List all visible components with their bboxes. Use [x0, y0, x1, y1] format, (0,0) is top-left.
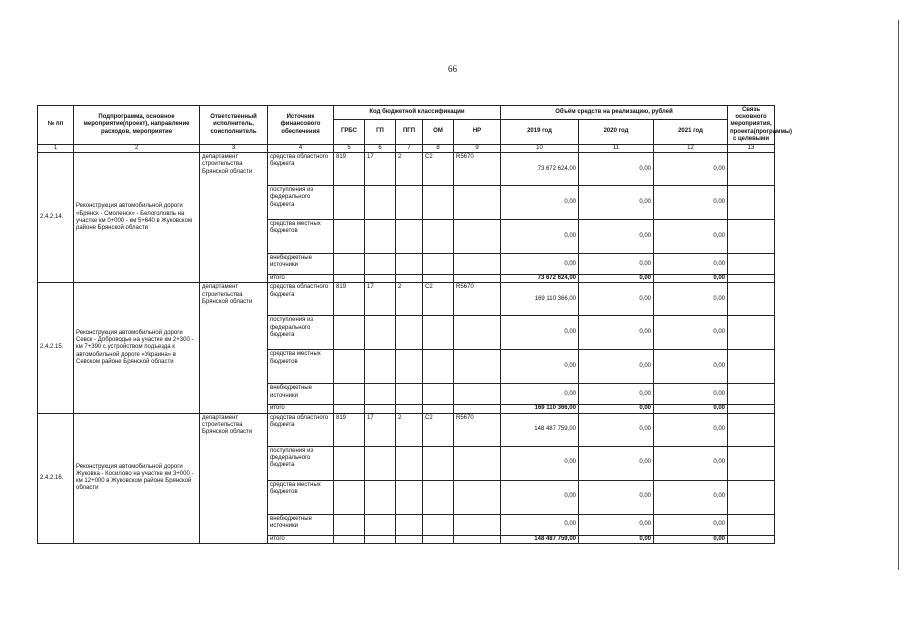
code-nr	[454, 514, 501, 535]
amount-2021: 0,00	[654, 316, 728, 350]
amount-2021: 0,00	[654, 186, 728, 220]
funding-source: поступления из федерального бюджета	[268, 186, 334, 220]
link-cell	[728, 514, 775, 535]
empty-code-cell	[454, 405, 501, 413]
amount-2020: 0,00	[579, 254, 654, 275]
code-pgp	[396, 384, 423, 405]
amount-2020: 0,00	[579, 446, 654, 480]
page-number: 66	[448, 64, 457, 74]
total-label: итого	[268, 275, 334, 283]
empty-code-cell	[454, 275, 501, 283]
code-nr	[454, 186, 501, 220]
amount-2021: 0,00	[654, 283, 728, 316]
amount-2019: 0,00	[501, 350, 579, 384]
amount-2020: 0,00	[579, 514, 654, 535]
amount-2020: 0,00	[579, 283, 654, 316]
amount-2020: 0,00	[579, 350, 654, 384]
col-number: 11	[579, 144, 654, 152]
col-number: 8	[423, 144, 454, 152]
empty-code-cell	[454, 535, 501, 543]
funding-source: средства местных бюджетов	[268, 480, 334, 514]
header-2019: 2019 год	[501, 120, 579, 145]
empty-code-cell	[334, 535, 365, 543]
code-pgp: 2	[396, 153, 423, 186]
code-nr	[454, 350, 501, 384]
amount-2019: 0,00	[501, 514, 579, 535]
code-pgp	[396, 254, 423, 275]
code-om	[423, 220, 454, 254]
col-number: 13	[728, 144, 775, 152]
col-number: 6	[365, 144, 396, 152]
item-executor: департамент строительства Брянской области	[200, 413, 268, 543]
item-name: Реконструкция автомобильной дороги «Брянск - Смоленск» - Белоголовль на участке км 0+000 - км 5+640 в Жуковском районе Брянской области	[74, 153, 200, 283]
header-2020: 2020 год	[579, 120, 654, 145]
total-2019: 148 487 759,00	[501, 535, 579, 543]
code-pgp	[396, 186, 423, 220]
amount-2020: 0,00	[579, 384, 654, 405]
code-pgp	[396, 480, 423, 514]
funding-source: внебюджетные источники	[268, 514, 334, 535]
amount-2020: 0,00	[579, 413, 654, 446]
amount-2021: 0,00	[654, 413, 728, 446]
link-cell	[728, 384, 775, 405]
amount-2019: 0,00	[501, 316, 579, 350]
code-grbs	[334, 350, 365, 384]
table-row	[38, 153, 775, 186]
code-grbs	[334, 186, 365, 220]
code-grbs: 819	[334, 413, 365, 446]
code-gp	[365, 480, 396, 514]
col-number: 9	[454, 144, 501, 152]
header-link: Связь основного мероприятия, проекта(программы) с целевыми	[728, 106, 775, 145]
amount-2020: 0,00	[579, 186, 654, 220]
table-header	[38, 106, 793, 153]
code-grbs	[334, 384, 365, 405]
code-gp	[365, 316, 396, 350]
header-pgp: ПГП	[396, 120, 423, 145]
link-cell	[728, 535, 775, 543]
total-2019: 169 110 366,00	[501, 405, 579, 413]
total-2021: 0,00	[654, 405, 728, 413]
amount-2019: 0,00	[501, 186, 579, 220]
code-om: С2	[423, 283, 454, 316]
code-om	[423, 514, 454, 535]
code-grbs	[334, 316, 365, 350]
link-cell	[728, 153, 775, 186]
amount-2020: 0,00	[579, 480, 654, 514]
total-2020: 0,00	[579, 535, 654, 543]
code-om: С2	[423, 413, 454, 446]
empty-code-cell	[365, 405, 396, 413]
item-executor: департамент строительства Брянской области	[200, 283, 268, 413]
header-gp: ГП	[365, 120, 396, 145]
code-gp	[365, 254, 396, 275]
funding-source: внебюджетные источники	[268, 254, 334, 275]
header-source: Источник финансового обеспечения	[268, 106, 334, 145]
budget-table	[37, 105, 793, 544]
amount-2021: 0,00	[654, 446, 728, 480]
code-gp	[365, 384, 396, 405]
code-gp	[365, 350, 396, 384]
column-number-row	[38, 144, 775, 152]
code-om	[423, 254, 454, 275]
total-2021: 0,00	[654, 535, 728, 543]
header-no: № пп	[38, 106, 74, 145]
funding-source: средства областного бюджета	[268, 413, 334, 446]
empty-code-cell	[423, 405, 454, 413]
amount-2019: 0,00	[501, 446, 579, 480]
total-2020: 0,00	[579, 405, 654, 413]
code-om	[423, 384, 454, 405]
code-pgp	[396, 350, 423, 384]
link-cell	[728, 275, 775, 283]
code-pgp: 2	[396, 413, 423, 446]
link-cell	[728, 350, 775, 384]
amount-2019: 0,00	[501, 220, 579, 254]
code-pgp	[396, 514, 423, 535]
code-gp: 17	[365, 283, 396, 316]
col-number: 1	[38, 144, 74, 152]
link-cell	[728, 254, 775, 275]
funding-source: внебюджетные источники	[268, 384, 334, 405]
code-gp	[365, 446, 396, 480]
code-nr: R5670	[454, 283, 501, 316]
funding-source: средства местных бюджетов	[268, 220, 334, 254]
amount-2021: 0,00	[654, 480, 728, 514]
link-cell	[728, 283, 775, 316]
amount-2019: 148 487 759,00	[501, 413, 579, 446]
link-cell	[728, 186, 775, 220]
amount-2021: 0,00	[654, 514, 728, 535]
link-cell	[728, 446, 775, 480]
item-number: 2.4.2.15.	[38, 283, 74, 413]
link-cell	[728, 405, 775, 413]
item-name: Реконструкция автомобильной дороги Севск - Доброводье на участке км 2+300 - км 7+390 с устройством подъезда к автомобильной дороге «Украина» в Севском районе Брянской области	[74, 283, 200, 413]
item-executor: департамент строительства Брянской области	[200, 153, 268, 283]
header-om: ОМ	[423, 120, 454, 145]
header-volume: Объём средств на реализацию, рублей	[501, 106, 728, 120]
empty-code-cell	[334, 405, 365, 413]
amount-2019: 0,00	[501, 384, 579, 405]
item-name: Реконструкция автомобильной дороги Жуковка - Косилово на участке км 3+000 - км 12+000 в Жуковском районе Брянской области	[74, 413, 200, 543]
code-gp: 17	[365, 153, 396, 186]
col-number: 2	[74, 144, 200, 152]
col-number: 12	[654, 144, 728, 152]
code-pgp	[396, 316, 423, 350]
empty-code-cell	[423, 535, 454, 543]
empty-code-cell	[396, 405, 423, 413]
amount-2020: 0,00	[579, 316, 654, 350]
code-grbs: 819	[334, 283, 365, 316]
col-number: 10	[501, 144, 579, 152]
empty-code-cell	[365, 535, 396, 543]
amount-2021: 0,00	[654, 254, 728, 275]
code-grbs: 819	[334, 153, 365, 186]
empty-code-cell	[396, 275, 423, 283]
col-number: 4	[268, 144, 334, 152]
code-nr	[454, 480, 501, 514]
code-nr: R5670	[454, 413, 501, 446]
header-budget-code: Код бюджетной классификации	[334, 106, 501, 120]
total-2020: 0,00	[579, 275, 654, 283]
amount-2021: 0,00	[654, 350, 728, 384]
code-gp	[365, 514, 396, 535]
link-cell	[728, 220, 775, 254]
code-pgp	[396, 446, 423, 480]
amount-2019: 0,00	[501, 254, 579, 275]
col-number: 5	[334, 144, 365, 152]
table-body	[38, 153, 775, 544]
code-grbs	[334, 480, 365, 514]
empty-code-cell	[365, 275, 396, 283]
header-grbs: ГРБС	[334, 120, 365, 145]
code-nr: R5670	[454, 153, 501, 186]
code-grbs	[334, 446, 365, 480]
code-pgp: 2	[396, 283, 423, 316]
header-nr: НР	[454, 120, 501, 145]
total-label: итого	[268, 405, 334, 413]
header-name: Подпрограмма, основное мероприятие(проект), направление расходов, мероприятие	[74, 106, 200, 145]
header-executor: Ответственный исполнитель, соисполнитель	[200, 106, 268, 145]
code-om	[423, 480, 454, 514]
empty-code-cell	[396, 535, 423, 543]
amount-2019: 73 672 624,00	[501, 153, 579, 186]
funding-source: поступления из федерального бюджета	[268, 316, 334, 350]
amount-2020: 0,00	[579, 220, 654, 254]
amount-2021: 0,00	[654, 153, 728, 186]
amount-2021: 0,00	[654, 220, 728, 254]
code-pgp	[396, 220, 423, 254]
amount-2020: 0,00	[579, 153, 654, 186]
amount-2019: 0,00	[501, 480, 579, 514]
col-number: 3	[200, 144, 268, 152]
code-gp	[365, 186, 396, 220]
link-cell	[728, 316, 775, 350]
funding-source: средства областного бюджета	[268, 153, 334, 186]
link-cell	[728, 480, 775, 514]
code-gp	[365, 220, 396, 254]
empty-code-cell	[334, 275, 365, 283]
page-edge-line	[898, 20, 899, 570]
code-grbs	[334, 514, 365, 535]
amount-2021: 0,00	[654, 384, 728, 405]
code-om	[423, 350, 454, 384]
header-2021: 2021 год	[654, 120, 728, 145]
amount-2019: 169 110 366,00	[501, 283, 579, 316]
table-row	[38, 283, 775, 316]
code-nr	[454, 446, 501, 480]
link-cell	[728, 413, 775, 446]
empty-code-cell	[423, 275, 454, 283]
table-row	[38, 413, 775, 446]
code-nr	[454, 316, 501, 350]
code-nr	[454, 254, 501, 275]
code-nr	[454, 384, 501, 405]
code-nr	[454, 220, 501, 254]
code-om	[423, 186, 454, 220]
total-label: итого	[268, 535, 334, 543]
code-om	[423, 446, 454, 480]
funding-source: средства местных бюджетов	[268, 350, 334, 384]
funding-source: средства областного бюджета	[268, 283, 334, 316]
total-2021: 0,00	[654, 275, 728, 283]
item-number: 2.4.2.16.	[38, 413, 74, 543]
funding-source: поступления из федерального бюджета	[268, 446, 334, 480]
total-2019: 73 672 624,00	[501, 275, 579, 283]
code-grbs	[334, 254, 365, 275]
code-gp: 17	[365, 413, 396, 446]
code-grbs	[334, 220, 365, 254]
item-number: 2.4.2.14.	[38, 153, 74, 283]
code-om: С2	[423, 153, 454, 186]
code-om	[423, 316, 454, 350]
col-number: 7	[396, 144, 423, 152]
